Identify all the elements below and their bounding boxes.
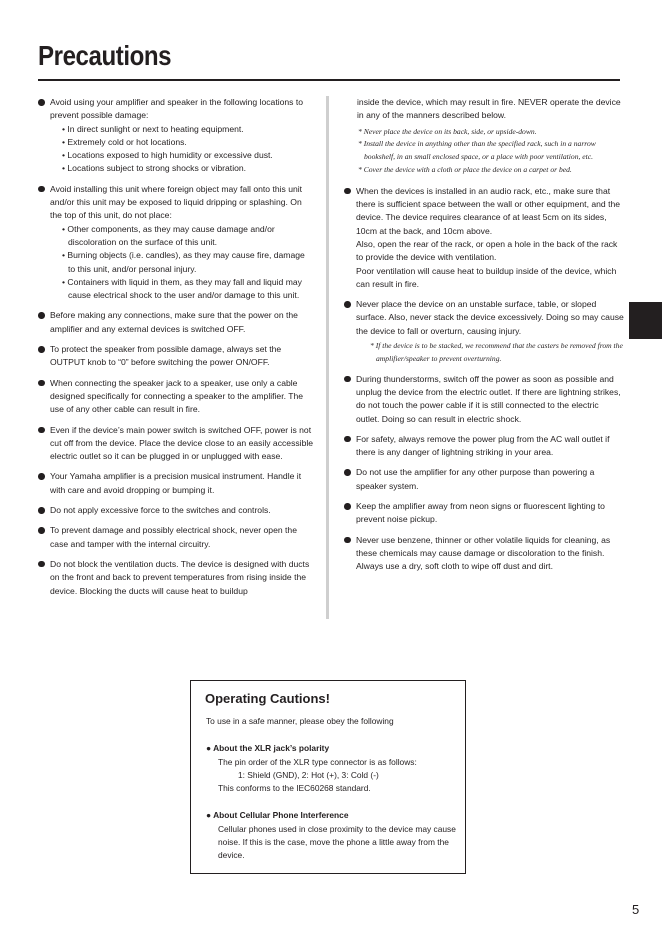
bullet-text: For safety, always remove the power plug from the AC wall outlet if there is any danger of lightning striking in your area. xyxy=(356,433,610,458)
bullet-text: Before making any connections, make sure that the power on the amplifier and any external devices is switched OFF. xyxy=(50,310,298,334)
bullet-dot xyxy=(38,346,45,353)
bullet-dot xyxy=(38,312,45,319)
left-column xyxy=(38,96,314,605)
bullet-text: Never use benzene, thinner or other volatile liquids for cleaning, as these chemicals may cause damage or discoloration to the finish. Always use a dry, soft cloth to wipe off dust and dirt. xyxy=(356,534,611,572)
bullet-text: To protect the speaker from possible damage, always set the OUTPUT knob to “0” before switching the power ON/OFF. xyxy=(50,344,282,368)
bullet-text: During thunderstorms, switch off the power as soon as possible and unplug the device from the electric outlet. If there are lightning strikes, do not touch the power cable if it is still connected to the electric outlet. Doing so can result in electric shock. xyxy=(356,373,621,424)
sub-item: • Locations exposed to high humidity or excessive dust. xyxy=(62,150,273,161)
bullet-dot xyxy=(38,427,45,434)
bullet-text: To prevent damage and possibly electrical shock, never open the case and tamper with the internal circuitry. xyxy=(50,525,297,549)
bullet-text: Avoid using your amplifier and speaker in the following locations to prevent possible damage: xyxy=(50,97,304,121)
sub-item: • Burning objects (i.e. candles), as they may cause fire, damage to this unit, and/or personal injury. xyxy=(62,250,305,274)
bullet-item xyxy=(344,534,624,574)
xlr-pins: 1: Shield (GND), 2: Hot (+), 3: Cold (-) xyxy=(238,769,379,780)
phone-heading: ● About Cellular Phone Interference xyxy=(206,810,349,821)
bullet-text: Poor ventilation will cause heat to buildup inside of the device, which can result in fire. xyxy=(356,265,617,289)
sub-item: • In direct sunlight or next to heating equipment. xyxy=(62,123,244,134)
bullet-text: Also, open the rear of the rack, or open a hole in the back of the rack to provide the device with ventilation. xyxy=(356,238,618,263)
xlr-standard: This conforms to the IEC60268 standard. xyxy=(218,783,371,794)
page-number: 5 xyxy=(632,902,640,917)
bullet-item xyxy=(38,96,314,176)
bullet-item xyxy=(344,433,624,460)
bullet-dot xyxy=(38,186,45,193)
bullet-dot xyxy=(38,507,45,514)
bullet-item xyxy=(38,470,314,497)
cautions-title: Operating Cautions! xyxy=(205,691,330,706)
bullet-text: Do not use the amplifier for any other purpose than powering a speaker system. xyxy=(356,467,595,491)
right-column xyxy=(344,96,624,581)
bullet-item xyxy=(38,343,314,370)
warning-note: * Cover the device with a cloth or place the device on a carpet or bed. xyxy=(358,164,572,174)
warning-note: * Never place the device on its back, side, or upside-down. xyxy=(358,126,537,136)
bullet-item xyxy=(38,309,314,336)
bullet-text: When connecting the speaker jack to a speaker, use only a cable designed specifically for connecting a speaker to the amplifier. The use of any other cable can result in fire. xyxy=(50,377,304,415)
cautions-intro: To use in a safe manner, please obey the following xyxy=(206,716,394,726)
bullet-item xyxy=(344,373,624,426)
bullet-dot xyxy=(344,503,351,510)
chapter-tab xyxy=(629,302,662,339)
bullet-dot xyxy=(38,561,45,568)
bullet-dot xyxy=(38,99,45,106)
bullet-item xyxy=(38,504,314,517)
phone-text: Cellular phones used in close proximity to the device may cause noise. If this is the case, move the phone a little away from the device. xyxy=(218,823,456,861)
bullet-dot xyxy=(344,436,351,443)
sub-item: • Containers with liquid in them, as they may fall and liquid may cause electrical shock to the user and/or damage to this unit. xyxy=(62,276,302,301)
page-title: Precautions xyxy=(38,40,172,71)
xlr-heading: ● About the XLR jack’s polarity xyxy=(206,743,330,754)
bullet-text: Your Yamaha amplifier is a precision musical instrument. Handle it with care and avoid dropping or bumping it. xyxy=(50,471,302,495)
sub-item: • Extremely cold or hot locations. xyxy=(62,136,187,147)
operating-cautions-box xyxy=(190,680,466,874)
continued-paragraph: inside the device, which may result in fire. NEVER operate the device in any of the manners described below. xyxy=(357,97,621,121)
bullet-text: Avoid installing this unit where foreign object may fall onto this unit and/or this unit may be exposed to liquid dripping or splashing. On the top of this unit, do not place: xyxy=(50,183,303,221)
sub-item: • Locations subject to strong shocks or vibration. xyxy=(62,163,247,174)
bullet-dot xyxy=(38,380,45,387)
title-rule xyxy=(38,79,620,81)
bullet-item xyxy=(38,377,314,417)
bullet-item xyxy=(38,183,314,303)
bullet-text: Do not block the ventilation ducts. The device is designed with ducts on the front and back to prevent temperatures from rising inside the device. Blocking the ducts will cause heat to buildup xyxy=(50,558,310,596)
bullet-text: Never place the device on an unstable surface, table, or sloped surface. Also, never stack the device excessively. Doing so may cause the device to fall or overturn, causing injury. xyxy=(356,299,624,336)
bullet-item xyxy=(38,524,314,551)
bullet-item xyxy=(38,424,314,464)
bullet-dot xyxy=(38,473,45,480)
cautions-body xyxy=(206,715,461,863)
bullet-text: Do not apply excessive force to the switches and controls. xyxy=(50,505,271,516)
bullet-item xyxy=(344,466,624,493)
bullet-text: Even if the device’s main power switch is switched OFF, power is not cut off from the device. Place the device close to an easily accessible electric outlet so it can be plugged in or unplugged with ease. xyxy=(50,424,314,462)
xlr-line: The pin order of the XLR type connector is as follows: xyxy=(218,756,417,767)
bullet-item xyxy=(38,558,314,598)
bullet-dot xyxy=(344,537,351,544)
right-items xyxy=(344,185,624,574)
warning-note: * Install the device in anything other than the specified rack, such in a narrow bookshelf, in an small enclosed space, or a place with poor ventilation, etc. xyxy=(358,139,596,162)
bullet-dot xyxy=(38,527,45,534)
bullet-dot xyxy=(344,188,351,195)
bullet-dot xyxy=(344,376,351,383)
bullet-text: Keep the amplifier away from neon signs or fluorescent lighting to prevent noise pickup. xyxy=(356,501,605,525)
column-divider xyxy=(326,96,329,619)
bullet-dot xyxy=(344,301,351,308)
bullet-item xyxy=(344,185,624,291)
sub-item: • Other components, as they may cause damage and/or discoloration on the surface of this unit. xyxy=(62,223,275,247)
warning-note: * If the device is to be stacked, we recommend that the casters be removed from the amplifier/speaker to prevent overturning. xyxy=(370,341,623,363)
bullet-text: When the devices is installed in an audio rack, etc., make sure that there is sufficient space between the wall or other equipment, and the device. The device requires clearance of at least 5cm on its sides, 10cm at the back, and 10cm above. xyxy=(356,185,621,236)
bullet-item xyxy=(344,298,624,365)
bullet-item xyxy=(344,500,624,527)
bullet-dot xyxy=(344,469,351,476)
continued-notes xyxy=(344,126,624,177)
